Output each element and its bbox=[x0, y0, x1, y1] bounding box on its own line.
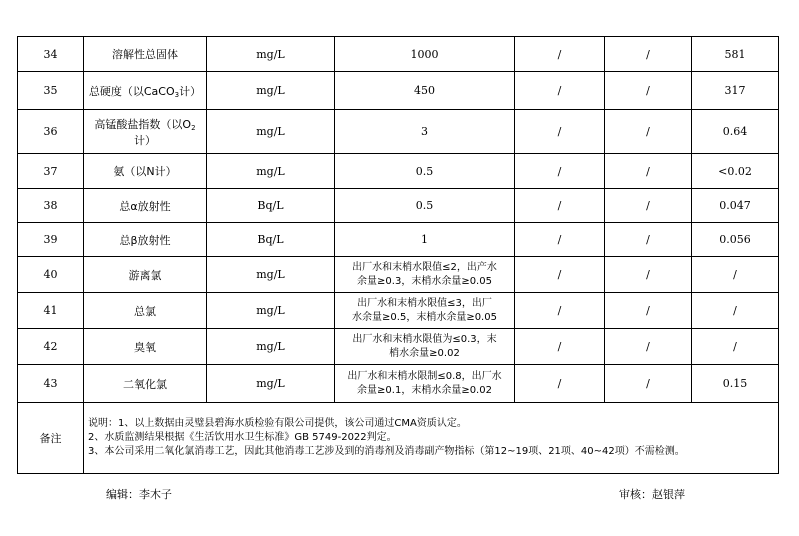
item-number: 38 bbox=[18, 189, 84, 223]
item-name: 总β放射性 bbox=[84, 223, 207, 257]
item-limit: 0.5 bbox=[335, 154, 515, 189]
item-unit: mg/L bbox=[207, 110, 335, 154]
item-col6: / bbox=[605, 329, 692, 365]
item-unit: mg/L bbox=[207, 293, 335, 329]
item-result: 0.15 bbox=[692, 365, 779, 403]
item-result: 317 bbox=[692, 72, 779, 110]
item-name: 二氧化氯 bbox=[84, 365, 207, 403]
table-row bbox=[18, 37, 779, 72]
item-limit: 出厂水和末梢水限值为≤0.3，末 梢水余量≥0.02 bbox=[335, 329, 515, 365]
table-row bbox=[18, 154, 779, 189]
item-unit: mg/L bbox=[207, 72, 335, 110]
notes-line: 说明：1、以上数据由灵璧县碧海水质检验有限公司提供，该公司通过CMA资质认定。 bbox=[88, 418, 467, 429]
item-result: 0.047 bbox=[692, 189, 779, 223]
item-number: 36 bbox=[18, 110, 84, 154]
item-number: 34 bbox=[18, 37, 84, 72]
item-col6: / bbox=[605, 223, 692, 257]
item-limit: 1000 bbox=[335, 37, 515, 72]
item-col5: / bbox=[515, 365, 605, 403]
item-name: 溶解性总固体 bbox=[84, 37, 207, 72]
table-row bbox=[18, 257, 779, 293]
table-row bbox=[18, 223, 779, 257]
notes-content bbox=[84, 403, 779, 474]
item-result: 0.056 bbox=[692, 223, 779, 257]
item-number: 39 bbox=[18, 223, 84, 257]
notes-line: 2、水质监测结果根据《生活饮用水卫生标准》GB 5749-2022判定。 bbox=[88, 432, 397, 443]
item-number: 41 bbox=[18, 293, 84, 329]
item-limit: 0.5 bbox=[335, 189, 515, 223]
item-result: / bbox=[692, 257, 779, 293]
item-unit: Bq/L bbox=[207, 223, 335, 257]
item-col6: / bbox=[605, 110, 692, 154]
table-row bbox=[18, 72, 779, 110]
item-col6: / bbox=[605, 37, 692, 72]
item-number: 37 bbox=[18, 154, 84, 189]
item-name: 氨（以N计） bbox=[84, 154, 207, 189]
table-row bbox=[18, 365, 779, 403]
table-row bbox=[18, 110, 779, 154]
item-col5: / bbox=[515, 154, 605, 189]
item-name: 高锰酸盐指数（以$O_2$计） bbox=[84, 110, 207, 154]
item-result: <0.02 bbox=[692, 154, 779, 189]
item-col5: / bbox=[515, 72, 605, 110]
item-unit: mg/L bbox=[207, 154, 335, 189]
item-unit: mg/L bbox=[207, 37, 335, 72]
item-col6: / bbox=[605, 189, 692, 223]
item-col6: / bbox=[605, 293, 692, 329]
item-name: 游离氯 bbox=[84, 257, 207, 293]
item-unit: mg/L bbox=[207, 329, 335, 365]
item-unit: Bq/L bbox=[207, 189, 335, 223]
item-name: 总硬度（以CaCO$_3$计） bbox=[84, 72, 207, 110]
item-limit: 450 bbox=[335, 72, 515, 110]
item-col6: / bbox=[605, 72, 692, 110]
item-number: 43 bbox=[18, 365, 84, 403]
item-limit: 3 bbox=[335, 110, 515, 154]
item-col5: / bbox=[515, 37, 605, 72]
item-result: / bbox=[692, 293, 779, 329]
item-unit: mg/L bbox=[207, 257, 335, 293]
item-col6: / bbox=[605, 257, 692, 293]
item-col5: / bbox=[515, 189, 605, 223]
item-limit: 出厂水和末梢水限制≤0.8，出厂水 余量≥0.1，末梢水余量≥0.02 bbox=[335, 365, 515, 403]
item-col5: / bbox=[515, 257, 605, 293]
item-limit: 1 bbox=[335, 223, 515, 257]
item-unit: mg/L bbox=[207, 365, 335, 403]
item-col6: / bbox=[605, 365, 692, 403]
item-result: 581 bbox=[692, 37, 779, 72]
reviewer-signature: 审核：赵银萍 bbox=[619, 488, 685, 501]
item-result: / bbox=[692, 329, 779, 365]
item-name: 总α放射性 bbox=[84, 189, 207, 223]
item-col6: / bbox=[605, 154, 692, 189]
water-quality-table bbox=[17, 36, 779, 474]
item-name: 臭氧 bbox=[84, 329, 207, 365]
item-number: 40 bbox=[18, 257, 84, 293]
item-number: 35 bbox=[18, 72, 84, 110]
notes-label: 备注 bbox=[18, 403, 84, 474]
table-row bbox=[18, 189, 779, 223]
item-result: 0.64 bbox=[692, 110, 779, 154]
item-limit: 出厂水和末梢水限值≤3，出厂 水余量≥0.5，末梢水余量≥0.05 bbox=[335, 293, 515, 329]
item-col5: / bbox=[515, 223, 605, 257]
item-col5: / bbox=[515, 329, 605, 365]
item-limit: 出厂水和末梢水限值≤2，出产水 余量≥0.3，末梢水余量≥0.05 bbox=[335, 257, 515, 293]
item-number: 42 bbox=[18, 329, 84, 365]
notes-row bbox=[18, 403, 779, 474]
item-col5: / bbox=[515, 110, 605, 154]
editor-signature: 编辑：李木子 bbox=[106, 488, 172, 501]
item-name: 总氯 bbox=[84, 293, 207, 329]
notes-line: 3、本公司采用二氧化氯消毒工艺，因此其他消毒工艺涉及到的消毒剂及消毒副产物指标（第12~19项、21项、40~42项）不需检测。 bbox=[88, 446, 685, 457]
item-col5: / bbox=[515, 293, 605, 329]
table-row bbox=[18, 293, 779, 329]
table-row bbox=[18, 329, 779, 365]
